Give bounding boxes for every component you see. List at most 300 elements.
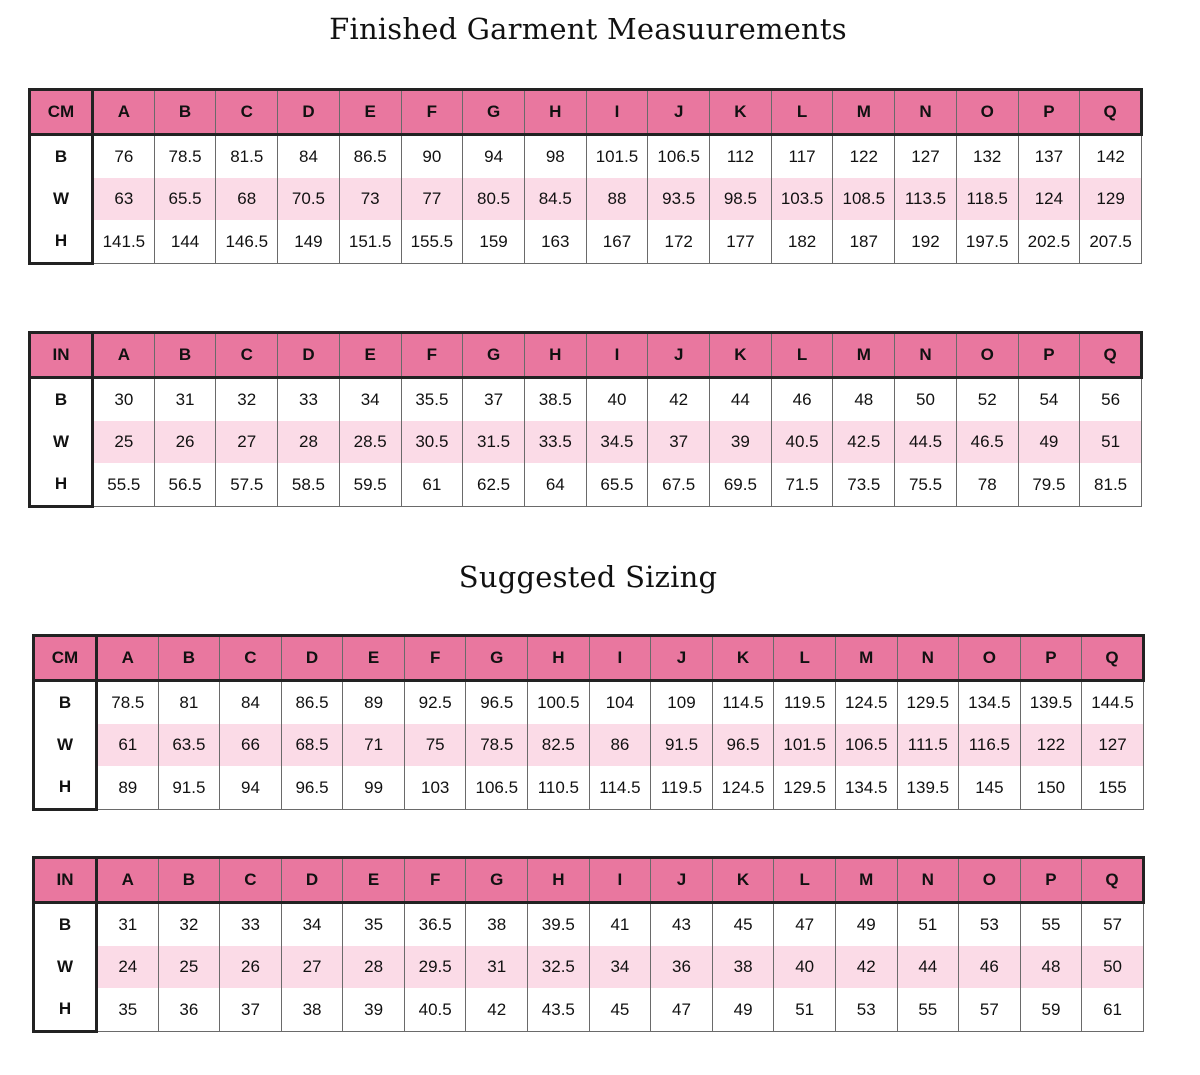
measurement-value: 36.5 bbox=[404, 903, 466, 947]
measurement-value: 78.5 bbox=[466, 724, 528, 766]
size-letter: J bbox=[648, 90, 710, 135]
measurement-value: 33 bbox=[278, 378, 340, 422]
measurement-value: 75 bbox=[404, 724, 466, 766]
size-letter: J bbox=[651, 858, 713, 903]
measurement-value: 43.5 bbox=[528, 988, 590, 1032]
size-letter: B bbox=[158, 636, 220, 681]
measurement-value: 37 bbox=[220, 988, 282, 1032]
measurement-value: 31 bbox=[154, 378, 216, 422]
measurement-value: 75.5 bbox=[895, 463, 957, 507]
measurement-value: 32 bbox=[158, 903, 220, 947]
measurement-value: 40 bbox=[586, 378, 648, 422]
measurement-value: 111.5 bbox=[897, 724, 959, 766]
measurement-value: 59 bbox=[1020, 988, 1082, 1032]
measurement-value: 42.5 bbox=[833, 421, 895, 463]
size-letter: K bbox=[712, 858, 774, 903]
measurement-value: 33 bbox=[220, 903, 282, 947]
measurement-value: 53 bbox=[959, 903, 1021, 947]
size-letter: H bbox=[524, 90, 586, 135]
measurement-value: 155.5 bbox=[401, 220, 463, 264]
size-letter: K bbox=[710, 90, 772, 135]
measurement-value: 159 bbox=[463, 220, 525, 264]
size-letter: F bbox=[404, 636, 466, 681]
size-letter: M bbox=[833, 333, 895, 378]
measurement-value: 129 bbox=[1080, 178, 1142, 220]
measurement-value: 99 bbox=[343, 766, 405, 810]
measurement-value: 73.5 bbox=[833, 463, 895, 507]
measurement-label: B bbox=[34, 681, 97, 725]
measurement-value: 86 bbox=[589, 724, 651, 766]
size-letter: C bbox=[220, 858, 282, 903]
size-letter: O bbox=[959, 636, 1021, 681]
size-letter: G bbox=[463, 333, 525, 378]
measurement-value: 112 bbox=[710, 135, 772, 179]
measurement-value: 57 bbox=[1082, 903, 1144, 947]
measurement-value: 48 bbox=[833, 378, 895, 422]
measurement-value: 124.5 bbox=[712, 766, 774, 810]
measurement-value: 118.5 bbox=[956, 178, 1018, 220]
measurement-value: 32.5 bbox=[528, 946, 590, 988]
size-letter: D bbox=[278, 90, 340, 135]
size-letter: Q bbox=[1082, 636, 1144, 681]
suggested-cm-table bbox=[32, 634, 1145, 811]
measurement-value: 36 bbox=[651, 946, 713, 988]
measurement-value: 116.5 bbox=[959, 724, 1021, 766]
measurement-value: 49 bbox=[712, 988, 774, 1032]
measurement-value: 40 bbox=[774, 946, 836, 988]
measurement-value: 68.5 bbox=[281, 724, 343, 766]
measurement-row bbox=[30, 135, 1142, 179]
size-header-row bbox=[34, 636, 1144, 681]
measurement-label: W bbox=[30, 178, 93, 220]
measurement-value: 163 bbox=[524, 220, 586, 264]
measurement-value: 73 bbox=[339, 178, 401, 220]
measurement-value: 81.5 bbox=[1080, 463, 1142, 507]
measurement-value: 129.5 bbox=[897, 681, 959, 725]
measurement-value: 36 bbox=[158, 988, 220, 1032]
measurement-value: 122 bbox=[1020, 724, 1082, 766]
size-letter: K bbox=[712, 636, 774, 681]
measurement-value: 35 bbox=[343, 903, 405, 947]
measurement-value: 30.5 bbox=[401, 421, 463, 463]
size-letter: J bbox=[648, 333, 710, 378]
size-letter: G bbox=[463, 90, 525, 135]
measurement-value: 45 bbox=[589, 988, 651, 1032]
measurement-value: 67.5 bbox=[648, 463, 710, 507]
measurement-value: 202.5 bbox=[1018, 220, 1080, 264]
measurement-value: 30 bbox=[93, 378, 155, 422]
size-letter: P bbox=[1018, 90, 1080, 135]
size-letter: F bbox=[404, 858, 466, 903]
measurement-value: 119.5 bbox=[651, 766, 713, 810]
size-letter: H bbox=[528, 636, 590, 681]
measurement-value: 35.5 bbox=[401, 378, 463, 422]
size-letter: A bbox=[97, 858, 159, 903]
measurement-row bbox=[30, 378, 1142, 422]
measurement-value: 47 bbox=[774, 903, 836, 947]
measurement-value: 51 bbox=[1080, 421, 1142, 463]
measurement-value: 39 bbox=[710, 421, 772, 463]
measurement-value: 46 bbox=[771, 378, 833, 422]
size-letter: I bbox=[586, 90, 648, 135]
measurement-value: 56.5 bbox=[154, 463, 216, 507]
measurement-value: 31.5 bbox=[463, 421, 525, 463]
measurement-label: W bbox=[30, 421, 93, 463]
finished-cm-table bbox=[28, 88, 1143, 265]
size-letter: I bbox=[589, 858, 651, 903]
size-letter: O bbox=[959, 858, 1021, 903]
measurement-value: 57 bbox=[959, 988, 1021, 1032]
measurement-value: 61 bbox=[1082, 988, 1144, 1032]
measurement-value: 59.5 bbox=[339, 463, 401, 507]
measurement-value: 82.5 bbox=[528, 724, 590, 766]
size-letter: D bbox=[281, 636, 343, 681]
measurement-label: H bbox=[30, 220, 93, 264]
measurement-value: 57.5 bbox=[216, 463, 278, 507]
size-letter: G bbox=[466, 858, 528, 903]
size-letter: N bbox=[897, 636, 959, 681]
measurement-value: 37 bbox=[648, 421, 710, 463]
measurement-value: 34 bbox=[339, 378, 401, 422]
size-letter: L bbox=[774, 858, 836, 903]
size-header-row bbox=[34, 858, 1144, 903]
size-letter: Q bbox=[1082, 858, 1144, 903]
measurement-value: 51 bbox=[897, 903, 959, 947]
measurement-value: 26 bbox=[220, 946, 282, 988]
measurement-value: 114.5 bbox=[712, 681, 774, 725]
measurement-value: 78 bbox=[956, 463, 1018, 507]
measurement-value: 86.5 bbox=[339, 135, 401, 179]
measurement-label: B bbox=[30, 378, 93, 422]
measurement-value: 39.5 bbox=[528, 903, 590, 947]
measurement-value: 25 bbox=[158, 946, 220, 988]
measurement-value: 48 bbox=[1020, 946, 1082, 988]
measurement-value: 56 bbox=[1080, 378, 1142, 422]
size-letter: Q bbox=[1080, 90, 1142, 135]
measurement-value: 46.5 bbox=[956, 421, 1018, 463]
size-letter: M bbox=[835, 858, 897, 903]
size-letter: F bbox=[401, 333, 463, 378]
measurement-value: 100.5 bbox=[528, 681, 590, 725]
size-letter: D bbox=[278, 333, 340, 378]
measurement-value: 132 bbox=[956, 135, 1018, 179]
measurement-value: 34 bbox=[281, 903, 343, 947]
unit-label: IN bbox=[34, 858, 97, 903]
measurement-value: 61 bbox=[97, 724, 159, 766]
measurement-value: 139.5 bbox=[1020, 681, 1082, 725]
measurement-value: 93.5 bbox=[648, 178, 710, 220]
measurement-value: 27 bbox=[281, 946, 343, 988]
measurement-value: 84 bbox=[278, 135, 340, 179]
size-letter: B bbox=[158, 858, 220, 903]
measurement-value: 54 bbox=[1018, 378, 1080, 422]
measurement-value: 55.5 bbox=[93, 463, 155, 507]
measurement-value: 32 bbox=[216, 378, 278, 422]
measurement-row bbox=[30, 421, 1142, 463]
measurement-value: 55 bbox=[897, 988, 959, 1032]
measurement-value: 207.5 bbox=[1080, 220, 1142, 264]
measurement-value: 34 bbox=[589, 946, 651, 988]
measurement-value: 91.5 bbox=[651, 724, 713, 766]
measurement-row bbox=[34, 903, 1144, 947]
measurement-value: 38 bbox=[466, 903, 528, 947]
measurement-value: 78.5 bbox=[97, 681, 159, 725]
measurement-value: 127 bbox=[1082, 724, 1144, 766]
measurement-value: 29.5 bbox=[404, 946, 466, 988]
size-letter: P bbox=[1020, 858, 1082, 903]
measurement-value: 127 bbox=[895, 135, 957, 179]
measurement-value: 66 bbox=[220, 724, 282, 766]
measurement-value: 77 bbox=[401, 178, 463, 220]
measurement-value: 94 bbox=[463, 135, 525, 179]
measurement-value: 45 bbox=[712, 903, 774, 947]
measurement-value: 86.5 bbox=[281, 681, 343, 725]
measurement-value: 80.5 bbox=[463, 178, 525, 220]
measurement-value: 146.5 bbox=[216, 220, 278, 264]
measurement-value: 43 bbox=[651, 903, 713, 947]
measurement-label: B bbox=[30, 135, 93, 179]
measurement-value: 42 bbox=[835, 946, 897, 988]
size-letter: H bbox=[528, 858, 590, 903]
measurement-value: 40.5 bbox=[771, 421, 833, 463]
measurement-value: 90 bbox=[401, 135, 463, 179]
size-letter: B bbox=[154, 90, 216, 135]
size-letter: Q bbox=[1080, 333, 1142, 378]
suggested-sizing-title: Suggested Sizing bbox=[458, 560, 718, 594]
measurement-row bbox=[34, 766, 1144, 810]
measurement-value: 151.5 bbox=[339, 220, 401, 264]
measurement-value: 31 bbox=[97, 903, 159, 947]
measurement-label: W bbox=[34, 724, 97, 766]
measurement-value: 119.5 bbox=[774, 681, 836, 725]
measurement-value: 28 bbox=[278, 421, 340, 463]
measurement-value: 34.5 bbox=[586, 421, 648, 463]
measurement-value: 28 bbox=[343, 946, 405, 988]
measurement-row bbox=[30, 178, 1142, 220]
measurement-value: 44.5 bbox=[895, 421, 957, 463]
measurement-value: 89 bbox=[343, 681, 405, 725]
measurement-value: 89 bbox=[97, 766, 159, 810]
measurement-value: 145 bbox=[959, 766, 1021, 810]
unit-label: CM bbox=[34, 636, 97, 681]
size-letter: A bbox=[93, 333, 155, 378]
size-letter: O bbox=[956, 90, 1018, 135]
size-letter: A bbox=[93, 90, 155, 135]
measurement-row bbox=[34, 724, 1144, 766]
measurement-value: 63.5 bbox=[158, 724, 220, 766]
size-letter: J bbox=[651, 636, 713, 681]
measurement-value: 101.5 bbox=[586, 135, 648, 179]
size-letter: N bbox=[895, 90, 957, 135]
size-letter: E bbox=[343, 636, 405, 681]
measurement-value: 106.5 bbox=[835, 724, 897, 766]
size-letter: K bbox=[710, 333, 772, 378]
measurement-value: 101.5 bbox=[774, 724, 836, 766]
measurement-value: 42 bbox=[648, 378, 710, 422]
measurement-value: 177 bbox=[710, 220, 772, 264]
measurement-value: 167 bbox=[586, 220, 648, 264]
size-letter: G bbox=[466, 636, 528, 681]
size-letter: H bbox=[524, 333, 586, 378]
measurement-value: 47 bbox=[651, 988, 713, 1032]
measurement-label: H bbox=[34, 988, 97, 1032]
measurement-value: 79.5 bbox=[1018, 463, 1080, 507]
measurement-value: 50 bbox=[895, 378, 957, 422]
measurement-value: 114.5 bbox=[589, 766, 651, 810]
measurement-value: 117 bbox=[771, 135, 833, 179]
measurement-value: 84.5 bbox=[524, 178, 586, 220]
measurement-value: 106.5 bbox=[466, 766, 528, 810]
measurement-value: 44 bbox=[897, 946, 959, 988]
measurement-value: 24 bbox=[97, 946, 159, 988]
size-letter: N bbox=[897, 858, 959, 903]
measurement-value: 172 bbox=[648, 220, 710, 264]
suggested-in-table bbox=[32, 856, 1145, 1033]
measurement-label: H bbox=[30, 463, 93, 507]
measurement-value: 53 bbox=[835, 988, 897, 1032]
measurement-value: 58.5 bbox=[278, 463, 340, 507]
measurement-label: B bbox=[34, 903, 97, 947]
finished-in-table bbox=[28, 331, 1143, 508]
measurement-value: 65.5 bbox=[586, 463, 648, 507]
unit-label: CM bbox=[30, 90, 93, 135]
measurement-value: 84 bbox=[220, 681, 282, 725]
measurement-value: 144 bbox=[154, 220, 216, 264]
measurement-value: 25 bbox=[93, 421, 155, 463]
measurement-value: 103.5 bbox=[771, 178, 833, 220]
measurement-value: 197.5 bbox=[956, 220, 1018, 264]
measurement-value: 182 bbox=[771, 220, 833, 264]
measurement-value: 49 bbox=[835, 903, 897, 947]
size-letter: L bbox=[774, 636, 836, 681]
measurement-value: 46 bbox=[959, 946, 1021, 988]
measurement-value: 192 bbox=[895, 220, 957, 264]
measurement-value: 124.5 bbox=[835, 681, 897, 725]
measurement-value: 52 bbox=[956, 378, 1018, 422]
measurement-value: 108.5 bbox=[833, 178, 895, 220]
measurement-value: 70.5 bbox=[278, 178, 340, 220]
measurement-value: 78.5 bbox=[154, 135, 216, 179]
measurement-value: 149 bbox=[278, 220, 340, 264]
size-letter: E bbox=[343, 858, 405, 903]
measurement-value: 27 bbox=[216, 421, 278, 463]
measurement-value: 28.5 bbox=[339, 421, 401, 463]
measurement-row bbox=[30, 463, 1142, 507]
measurement-value: 124 bbox=[1018, 178, 1080, 220]
measurement-value: 71.5 bbox=[771, 463, 833, 507]
measurement-label: H bbox=[34, 766, 97, 810]
measurement-value: 76 bbox=[93, 135, 155, 179]
measurement-value: 81.5 bbox=[216, 135, 278, 179]
measurement-value: 65.5 bbox=[154, 178, 216, 220]
measurement-value: 122 bbox=[833, 135, 895, 179]
measurement-row bbox=[34, 681, 1144, 725]
measurement-value: 113.5 bbox=[895, 178, 957, 220]
measurement-value: 69.5 bbox=[710, 463, 772, 507]
measurement-value: 61 bbox=[401, 463, 463, 507]
measurement-value: 55 bbox=[1020, 903, 1082, 947]
measurement-value: 134.5 bbox=[835, 766, 897, 810]
measurement-value: 38 bbox=[281, 988, 343, 1032]
size-letter: L bbox=[771, 333, 833, 378]
measurement-value: 33.5 bbox=[524, 421, 586, 463]
measurement-value: 42 bbox=[466, 988, 528, 1032]
measurement-value: 41 bbox=[589, 903, 651, 947]
measurement-value: 38 bbox=[712, 946, 774, 988]
measurement-value: 96.5 bbox=[281, 766, 343, 810]
measurement-value: 155 bbox=[1082, 766, 1144, 810]
measurement-value: 96.5 bbox=[712, 724, 774, 766]
size-letter: M bbox=[835, 636, 897, 681]
measurement-value: 106.5 bbox=[648, 135, 710, 179]
measurement-value: 40.5 bbox=[404, 988, 466, 1032]
measurement-value: 98.5 bbox=[710, 178, 772, 220]
size-letter: L bbox=[771, 90, 833, 135]
size-letter: B bbox=[154, 333, 216, 378]
measurement-value: 104 bbox=[589, 681, 651, 725]
size-letter: C bbox=[216, 90, 278, 135]
measurement-value: 92.5 bbox=[404, 681, 466, 725]
measurement-value: 103 bbox=[404, 766, 466, 810]
measurement-value: 81 bbox=[158, 681, 220, 725]
size-letter: I bbox=[589, 636, 651, 681]
size-letter: P bbox=[1020, 636, 1082, 681]
unit-label: IN bbox=[30, 333, 93, 378]
size-letter: I bbox=[586, 333, 648, 378]
measurement-value: 94 bbox=[220, 766, 282, 810]
size-letter: D bbox=[281, 858, 343, 903]
measurement-value: 38.5 bbox=[524, 378, 586, 422]
measurement-value: 137 bbox=[1018, 135, 1080, 179]
size-letter: P bbox=[1018, 333, 1080, 378]
measurement-value: 141.5 bbox=[93, 220, 155, 264]
size-letter: N bbox=[895, 333, 957, 378]
measurement-value: 50 bbox=[1082, 946, 1144, 988]
measurement-value: 110.5 bbox=[528, 766, 590, 810]
measurement-value: 88 bbox=[586, 178, 648, 220]
measurement-value: 96.5 bbox=[466, 681, 528, 725]
size-letter: C bbox=[220, 636, 282, 681]
measurement-value: 37 bbox=[463, 378, 525, 422]
measurement-row bbox=[30, 220, 1142, 264]
measurement-value: 44 bbox=[710, 378, 772, 422]
size-letter: F bbox=[401, 90, 463, 135]
measurement-row bbox=[34, 988, 1144, 1032]
size-letter: O bbox=[956, 333, 1018, 378]
measurement-value: 139.5 bbox=[897, 766, 959, 810]
measurement-value: 51 bbox=[774, 988, 836, 1032]
measurement-label: W bbox=[34, 946, 97, 988]
measurement-value: 144.5 bbox=[1082, 681, 1144, 725]
size-letter: A bbox=[97, 636, 159, 681]
measurement-value: 63 bbox=[93, 178, 155, 220]
measurement-value: 39 bbox=[343, 988, 405, 1032]
size-letter: M bbox=[833, 90, 895, 135]
size-letter: E bbox=[339, 333, 401, 378]
measurement-value: 71 bbox=[343, 724, 405, 766]
measurement-value: 91.5 bbox=[158, 766, 220, 810]
measurement-value: 150 bbox=[1020, 766, 1082, 810]
measurement-value: 35 bbox=[97, 988, 159, 1032]
measurement-value: 62.5 bbox=[463, 463, 525, 507]
measurement-value: 98 bbox=[524, 135, 586, 179]
measurement-row bbox=[34, 946, 1144, 988]
measurement-value: 109 bbox=[651, 681, 713, 725]
size-header-row bbox=[30, 90, 1142, 135]
measurement-value: 187 bbox=[833, 220, 895, 264]
finished-measurements-title: Finished Garment Measuurements bbox=[329, 12, 847, 46]
measurement-value: 31 bbox=[466, 946, 528, 988]
